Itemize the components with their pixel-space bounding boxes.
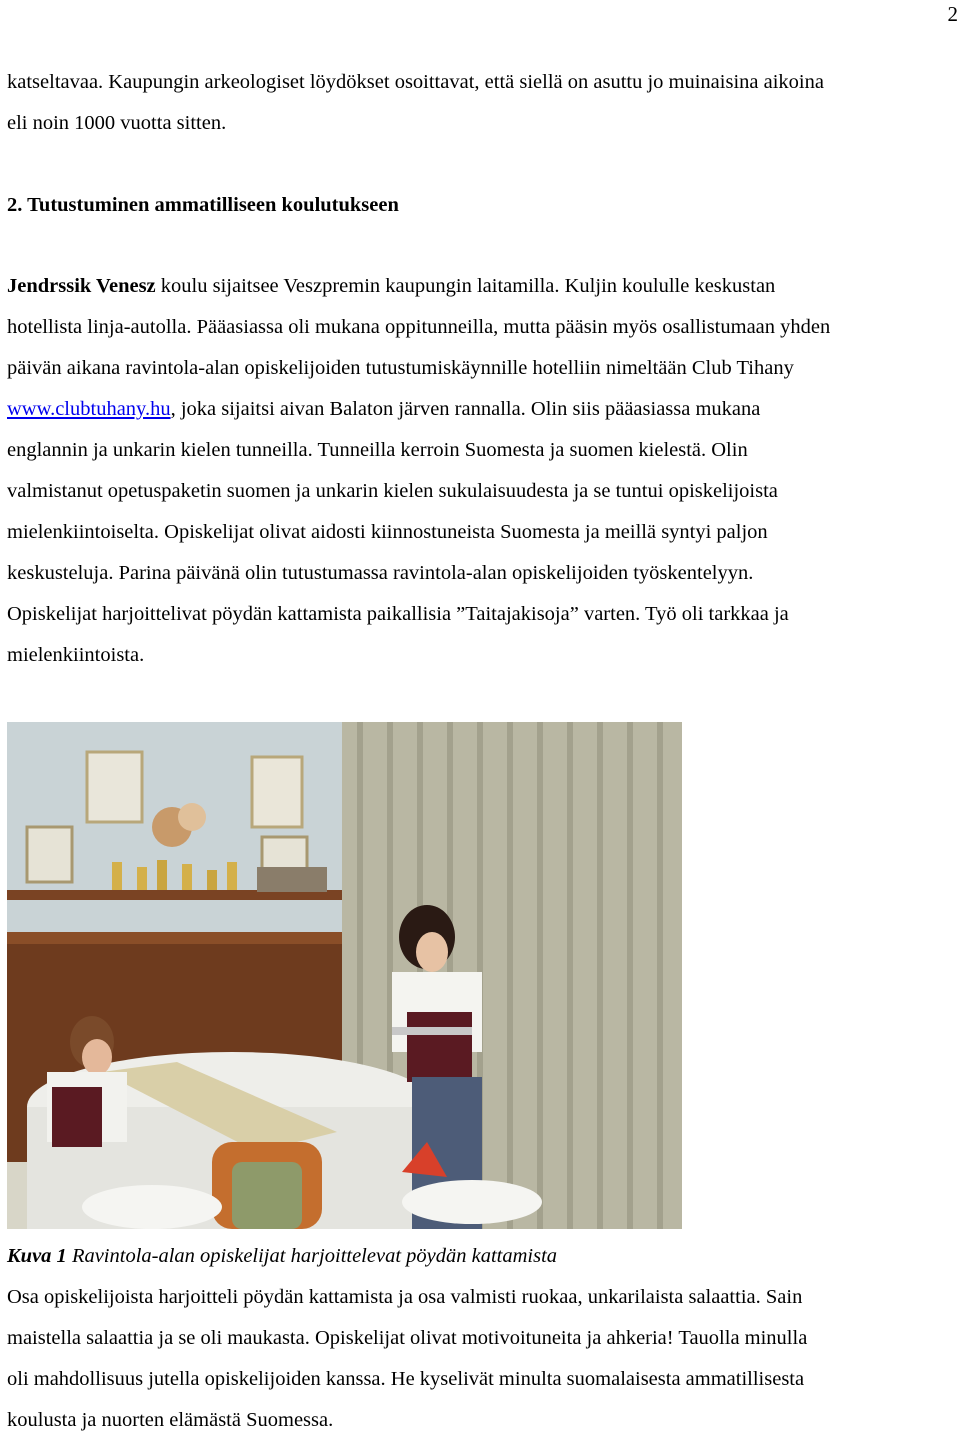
figure-caption <box>7 1236 557 1277</box>
photo-illustration <box>7 722 682 1229</box>
main-line: keskusteluja. Parina päivänä olin tutustumassa ravintola-alan opiskelijoiden työskentelyyn. <box>7 562 754 584</box>
intro-line: katseltavaa. Kaupungin arkeologiset löydökset osoittavat, että siellä on asuttu jo muinaisina aikoina <box>7 71 824 93</box>
page-number: 2 <box>947 2 958 26</box>
after-line: maistella salaattia ja se oli maukasta. Opiskelijat olivat motivoituneita ja ahkeria! Tauolla minulla <box>7 1327 808 1349</box>
main-line-text: koulu sijaitsee Veszpremin kaupungin laitamilla. Kuljin koululle keskustan <box>155 275 776 297</box>
main-line: Opiskelijat harjoittelivat pöydän kattamista paikallisia ”Taitajakisoja” varten. Työ oli tarkkaa ja <box>7 603 789 625</box>
main-line: mielenkiintoista. <box>7 644 145 666</box>
section-heading: 2. Tutustuminen ammatilliseen koulutukseen <box>7 194 399 216</box>
main-line: hotellista linja-autolla. Pääasiassa oli mukana oppitunneilla, mutta pääsin myös osallistumaan yhden <box>7 316 831 338</box>
intro-paragraph <box>7 62 957 144</box>
after-line: koulusta ja nuorten elämästä Suomessa. <box>7 1409 334 1431</box>
main-line: englannin ja unkarin kielen tunneilla. Tunneilla kerroin Suomesta ja suomen kielestä. Olin <box>7 439 748 461</box>
main-line <box>7 266 957 307</box>
main-line-text: , joka sijaitsi aivan Balaton järven rannalla. Olin siis pääasiassa mukana <box>170 398 761 420</box>
intro-line: eli noin 1000 vuotta sitten. <box>7 112 227 134</box>
main-line: päivän aikana ravintola-alan opiskelijoiden tutustumiskäynnille hotelliin nimeltään Club Tihany <box>7 357 794 379</box>
main-line <box>7 389 957 430</box>
restaurant-photo <box>7 722 682 1229</box>
caption-text: Ravintola-alan opiskelijat harjoittelevat pöydän kattamista <box>66 1245 558 1267</box>
after-line: oli mahdollisuus jutella opiskelijoiden kanssa. He kyselivät minulta suomalaisesta ammatillisesta <box>7 1368 805 1390</box>
school-name: Jendrssik Venesz <box>7 275 156 297</box>
main-line: valmistanut opetuspaketin suomen ja unkarin kielen sukulaisuudesta ja se tuntui opiskelijoista <box>7 480 778 502</box>
main-paragraph <box>7 266 957 676</box>
caption-label: Kuva 1 <box>7 1245 67 1267</box>
hotel-link[interactable]: www.clubtuhany.hu <box>7 398 171 420</box>
after-paragraph <box>7 1277 957 1441</box>
after-line: Osa opiskelijoista harjoitteli pöydän kattamista ja osa valmisti ruokaa, unkarilaista salaattia. Sain <box>7 1286 803 1308</box>
main-line: mielenkiintoiselta. Opiskelijat olivat aidosti kiinnostuneista Suomesta ja meillä syntyi paljon <box>7 521 768 543</box>
